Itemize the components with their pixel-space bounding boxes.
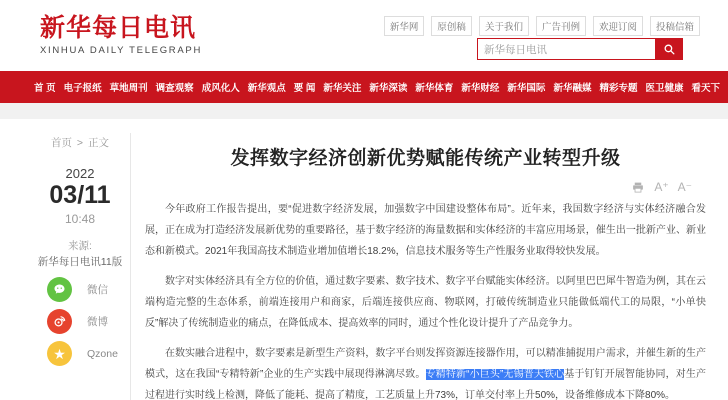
- nav-item[interactable]: 新华国际: [507, 83, 546, 94]
- header-links: [384, 16, 700, 36]
- nav-item[interactable]: 看天下: [691, 83, 720, 94]
- nav-item[interactable]: 新华深读: [369, 83, 408, 94]
- site-logo-cn: 新华每日电讯: [40, 14, 197, 42]
- header-link[interactable]: 欢迎订阅: [593, 16, 643, 36]
- share-qzone-button[interactable]: [47, 341, 130, 366]
- separator-band: [0, 103, 728, 119]
- weibo-icon: [47, 309, 72, 334]
- highlighted-selection-text: 专精特新“小巨头”无锡普天铁心: [425, 369, 565, 380]
- header-link[interactable]: 关于我们: [479, 16, 529, 36]
- nav-item[interactable]: 要 闻: [293, 83, 316, 94]
- nav-item[interactable]: 新华体育: [415, 83, 454, 94]
- breadcrumb-home[interactable]: 首页: [51, 137, 72, 149]
- paragraph-text: 在数实融合进程中，数字要素是新型生产资料，数字平台则发挥资源连接器作用，可以精准捕捉用户需求，并催生新的生产模式，这在我国“专精特新”企业的生产实践中展现得淋漓尽致。: [145, 348, 706, 380]
- source-name: 新华每日电讯11版: [37, 255, 123, 268]
- search-icon: [663, 43, 676, 56]
- share-buttons: [30, 277, 130, 366]
- share-qzone-label: Qzone: [87, 347, 118, 360]
- share-weibo-label: 微博: [87, 316, 108, 329]
- nav-item[interactable]: 草地周刊: [109, 83, 148, 94]
- share-wechat-label: 微信: [87, 284, 108, 297]
- article-date-day: 03/11: [49, 181, 111, 209]
- breadcrumb: [30, 135, 130, 150]
- content-area: [0, 119, 728, 400]
- article-paragraph-3: [145, 343, 706, 400]
- site-header: [0, 0, 728, 71]
- font-increase-button[interactable]: A⁺: [654, 180, 669, 194]
- header-link[interactable]: 广告刊例: [536, 16, 586, 36]
- wechat-icon: [47, 277, 72, 302]
- share-wechat-button[interactable]: [47, 277, 130, 302]
- search-input[interactable]: [477, 38, 655, 60]
- share-weibo-button[interactable]: [47, 309, 130, 334]
- nav-item[interactable]: 新华融媒: [553, 83, 592, 94]
- print-icon[interactable]: [631, 181, 645, 194]
- article-paragraph-1: 今年政府工作报告提出，要“促进数字经济发展，加强数字中国建设整体布局”。近年来，我国数字经济与实体经济融合发展，正在成为打造经济发展新优势的重要路径，基于数字经济的海量数据和实体经济的丰富应用场景，催生出一批新产业、新业态和新模式。2021年我国高技术制造业增加值增长18.2%，信息技术服务等生产性服务业取得较快发展。: [145, 204, 706, 257]
- article-column: [131, 133, 728, 400]
- qzone-star-icon: ★: [47, 341, 72, 366]
- nav-item[interactable]: 新华观点: [247, 83, 286, 94]
- nav-item[interactable]: 电子报纸: [63, 83, 102, 94]
- breadcrumb-separator: >: [76, 137, 84, 149]
- paragraph-text: 基于钉钉开展智能协同，对生产过程进行实时线上检测，降低了能耗、提高了精度，工艺质量上升73%，订单交付率上升50%，设备维修成本下降80%。: [145, 369, 706, 400]
- article-paragraph-2: 数字对实体经济具有全方位的价值，通过数字要素、数字技术、数字平台赋能实体经济。以阿里巴巴犀牛智造为例，其在云端构造完整的生态体系，前端连接用户和商家，后端连接供应商、物联网，打破传统制造业只能做低端代工的局限，“小单快反”解决了传统制造业的痛点，在降低成本、提高效率的同时，通过个性化设计提升了产品竞争力。: [145, 276, 706, 329]
- font-decrease-button[interactable]: A⁻: [677, 180, 692, 194]
- site-logo-en: XINHUA DAILY TELEGRAPH: [40, 44, 202, 56]
- article-date-time: 10:48: [64, 211, 96, 226]
- header-link[interactable]: 原创稿: [431, 16, 472, 36]
- article-tools: [145, 180, 692, 194]
- article-title: 发挥数字经济创新优势赋能传统产业转型升级: [230, 148, 621, 169]
- header-link[interactable]: 投稿信箱: [650, 16, 700, 36]
- main-nav: [0, 71, 728, 103]
- nav-item[interactable]: 首 页: [34, 83, 56, 94]
- nav-item[interactable]: 成风化人: [201, 83, 240, 94]
- nav-item[interactable]: 精彩专题: [599, 83, 638, 94]
- nav-item[interactable]: 新华财经: [461, 83, 500, 94]
- nav-item[interactable]: 调查观察: [155, 83, 194, 94]
- article-date-year: 2022: [65, 166, 95, 181]
- search-button[interactable]: [655, 38, 683, 60]
- article-meta-column: [30, 133, 131, 400]
- breadcrumb-current: 正文: [87, 137, 109, 149]
- nav-item[interactable]: 医卫健康: [645, 83, 684, 94]
- search-bar: [477, 38, 683, 60]
- header-link[interactable]: 新华网: [384, 16, 425, 36]
- site-logo[interactable]: [40, 15, 202, 56]
- nav-item[interactable]: 新华关注: [323, 83, 362, 94]
- source-label: 来源:: [68, 239, 92, 252]
